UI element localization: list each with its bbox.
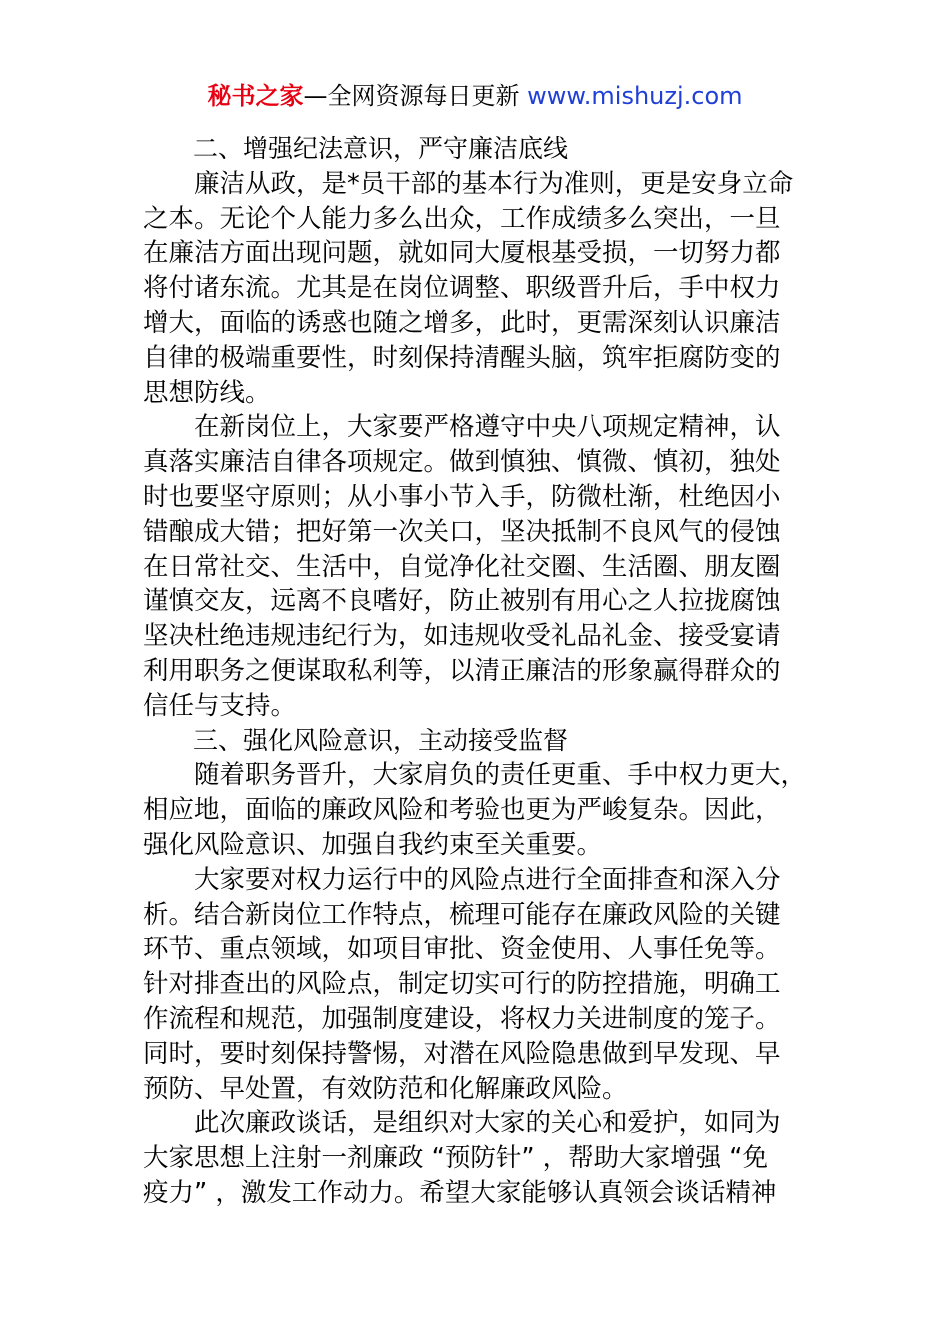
- text-line: 相应地，面临的廉政风险和考验也更为严峻复杂。因此，: [143, 795, 781, 826]
- text-line: 随着职务晋升，大家肩负的责任更重、手中权力更大，: [143, 760, 807, 791]
- text-line: 自律的极端重要性，时刻保持清醒头脑，筑牢拒腐防变的: [143, 342, 781, 373]
- text-line: 增大，面临的诱惑也随之增多，此时，更需深刻认识廉洁: [143, 307, 781, 338]
- text-line: 析。结合新岗位工作特点，梳理可能存在廉政风险的关键: [143, 899, 781, 930]
- text-line: 在廉洁方面出现问题，就如同大厦根基受损，一切努力都: [143, 238, 781, 269]
- text-line: 强化风险意识、加强自我约束至关重要。: [143, 829, 603, 860]
- text-line: 真落实廉洁自律各项规定。做到慎独、慎微、慎初，独处: [143, 447, 781, 478]
- text-line: 错酿成大错；把好第一次关口，坚决抵制不良风气的侵蚀: [143, 516, 781, 547]
- text-line: 同时，要时刻保持警惕，对潜在风险隐患做到早发现、早: [143, 1038, 781, 1069]
- document-body: [143, 132, 807, 1211]
- text-line: 坚决杜绝违规违纪行为，如违规收受礼品礼金、接受宴请: [143, 621, 781, 652]
- text-line: 作流程和规范，加强制度建设，将权力关进制度的笼子。: [143, 1003, 781, 1034]
- site-url-link[interactable]: www.mishuzj.com: [527, 82, 743, 110]
- text-line: 思想防线。: [143, 377, 271, 408]
- text-line: 时也要坚守原则；从小事小节入手，防微杜渐，杜绝因小: [143, 481, 781, 512]
- text-line: 疫力” ，激发工作动力。希望大家能够认真领会谈话精神: [143, 1177, 777, 1208]
- text-line: 利用职务之便谋取私利等，以清正廉洁的形象赢得群众的: [143, 655, 781, 686]
- text-line: 在新岗位上，大家要严格遵守中央八项规定精神，认: [143, 412, 781, 443]
- section-heading: 二、增强纪法意识，严守廉洁底线: [143, 134, 569, 163]
- text-line: 预防、早处置，有效防范和化解廉政风险。: [143, 1073, 628, 1104]
- brand-name: 秘书之家: [207, 82, 304, 110]
- text-line: 环节、重点领域，如项目审批、资金使用、人事任免等。: [143, 934, 781, 965]
- section-heading: 三、强化风险意识，主动接受监督: [143, 725, 569, 755]
- text-line: 在日常社交、生活中，自觉净化社交圈、生活圈、朋友圈: [143, 551, 781, 582]
- text-line: 信任与支持。: [143, 690, 297, 721]
- site-header: [0, 80, 950, 112]
- text-line: 大家要对权力运行中的风险点进行全面排查和深入分: [143, 864, 781, 895]
- text-line: 大家思想上注射一剂廉政 “预防针” ，帮助大家增强 “免: [143, 1143, 768, 1174]
- text-line: 此次廉政谈话，是组织对大家的关心和爱护，如同为: [143, 1108, 781, 1139]
- text-line: 将付诸东流。尤其是在岗位调整、职级晋升后，手中权力: [143, 273, 781, 304]
- text-line: 谨慎交友，远离不良嗜好，防止被别有用心之人拉拢腐蚀: [143, 586, 781, 617]
- text-line: 廉洁从政，是*员干部的基本行为准则，更是安身立命: [143, 168, 794, 199]
- text-line: 针对排查出的风险点，制定切实可行的防控措施，明确工: [143, 969, 781, 1000]
- header-tagline: —全网资源每日更新: [303, 82, 528, 110]
- text-line: 之本。无论个人能力多么出众，工作成绩多么突出，一旦: [143, 203, 781, 234]
